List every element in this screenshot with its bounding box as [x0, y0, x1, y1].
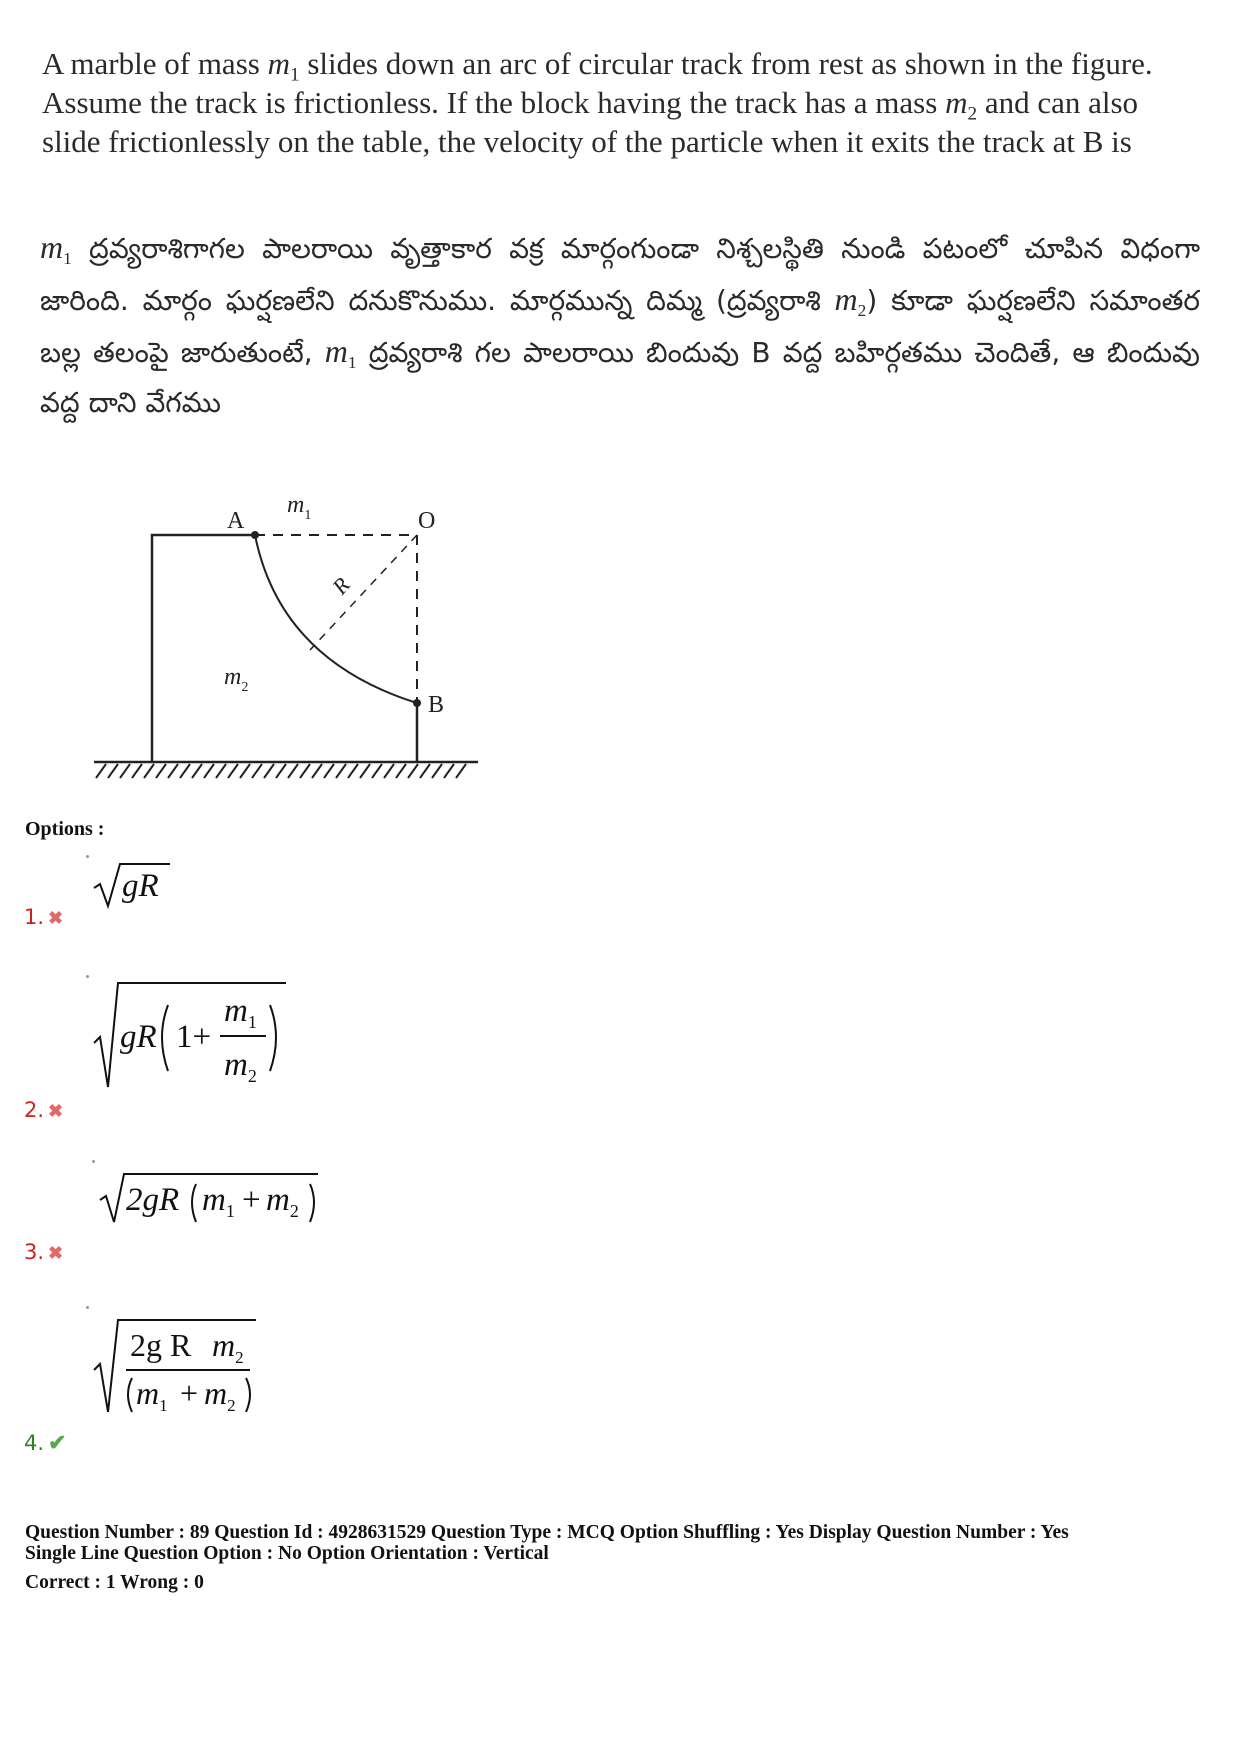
- question-line-2: Assume the track is frictionless. If the block having the track has a mass $m_2$ and can also: [42, 85, 1139, 125]
- label-m2: $m_2$: [224, 664, 249, 695]
- block-outline: [94, 535, 478, 762]
- question-meta-line-2: Single Line Question Option : No Option Orientation : Vertical: [25, 1543, 549, 1564]
- option-3-formula: [96, 1168, 326, 1228]
- label-R: R: [327, 572, 355, 600]
- question-meta-line-1: Question Number : 89 Question Id : 4928631529 Question Type : MCQ Option Shuffling : Yes Display Question Number : Yes: [25, 1522, 1069, 1543]
- label-m1: $m_1$: [287, 492, 312, 523]
- question-meta-line-3: Correct : 1 Wrong : 0: [25, 1572, 204, 1593]
- svg-text:m1: $m_1$: [202, 1182, 235, 1221]
- svg-text:m2: $m_2$: [212, 1327, 244, 1367]
- option-2-formula: [90, 975, 290, 1095]
- svg-text:gR: gR: [122, 868, 159, 904]
- svg-text:1+: 1+: [176, 1019, 212, 1055]
- option-1-dot: [86, 855, 89, 858]
- label-A: A: [227, 508, 245, 534]
- question-text-telugu: $m_1$ ద్రవ్యరాశిగాగల పాలరాయి వృత్తాకార వక్ర మార్గంగుండా నిశ్చలస్థితి నుండి పటంలో చూపిన విధంగా జారింది. మార్గం ఘర్షణలేని దనుకొనుము. మార్గమున్న దిమ్మ (ద్రవ్యరాశి $m_2$) కూడా ఘర్షణలేని సమాంతర బల్ల తలంపై జారుతుంటే, $m_1$ ద్రవ్యరాశి గల పాలరాయి బిందువు B వద్ద బహిర్గతము చెందితే, ఆ బిందువు వద్ద దాని వేగము: [40, 229, 1201, 419]
- option-3[interactable]: [24, 1240, 63, 1264]
- option-4-formula: [90, 1308, 270, 1418]
- ground-hatching: [96, 764, 466, 778]
- point-B: [413, 699, 421, 707]
- option-2-number: 2.: [24, 1098, 45, 1122]
- svg-text:gR: gR: [120, 1019, 157, 1055]
- option-4-dot: [86, 1306, 89, 1309]
- option-2-dot: [86, 975, 89, 978]
- point-A: [251, 531, 259, 539]
- options-label: Options :: [25, 818, 105, 840]
- option-4-number: 4.: [24, 1431, 45, 1455]
- svg-text:m2: $m_2$: [224, 1047, 257, 1086]
- check-icon: ✔: [48, 1430, 67, 1455]
- svg-text:m2: $m_2$: [204, 1375, 236, 1415]
- cross-icon: ✖: [48, 1101, 64, 1121]
- svg-text:2gR: 2gR: [126, 1182, 180, 1218]
- svg-text:2g R: 2g R: [130, 1327, 192, 1363]
- option-1-formula: [90, 860, 180, 910]
- cross-icon: ✖: [48, 908, 64, 928]
- svg-text:+: +: [242, 1182, 261, 1218]
- cross-icon: ✖: [48, 1243, 64, 1263]
- label-O: O: [418, 508, 436, 534]
- label-B: B: [428, 692, 445, 718]
- svg-text:+: +: [180, 1375, 199, 1411]
- question-line-3: slide frictionlessly on the table, the velocity of the particle when it exits the track at B is: [42, 124, 1132, 159]
- option-3-dot: [92, 1160, 95, 1163]
- option-1[interactable]: [24, 905, 63, 929]
- option-1-number: 1.: [24, 905, 45, 929]
- svg-text:m1: $m_1$: [136, 1375, 168, 1415]
- question-line-1: A marble of mass $m_1$ slides down an arc of circular track from rest as shown in the figure.: [42, 46, 1153, 86]
- svg-text:m1: $m_1$: [224, 993, 257, 1032]
- dashed-radius-line: [310, 535, 417, 650]
- svg-text:m2: $m_2$: [266, 1182, 299, 1221]
- option-2[interactable]: [24, 1098, 63, 1122]
- option-3-number: 3.: [24, 1240, 45, 1264]
- option-4[interactable]: [24, 1430, 66, 1456]
